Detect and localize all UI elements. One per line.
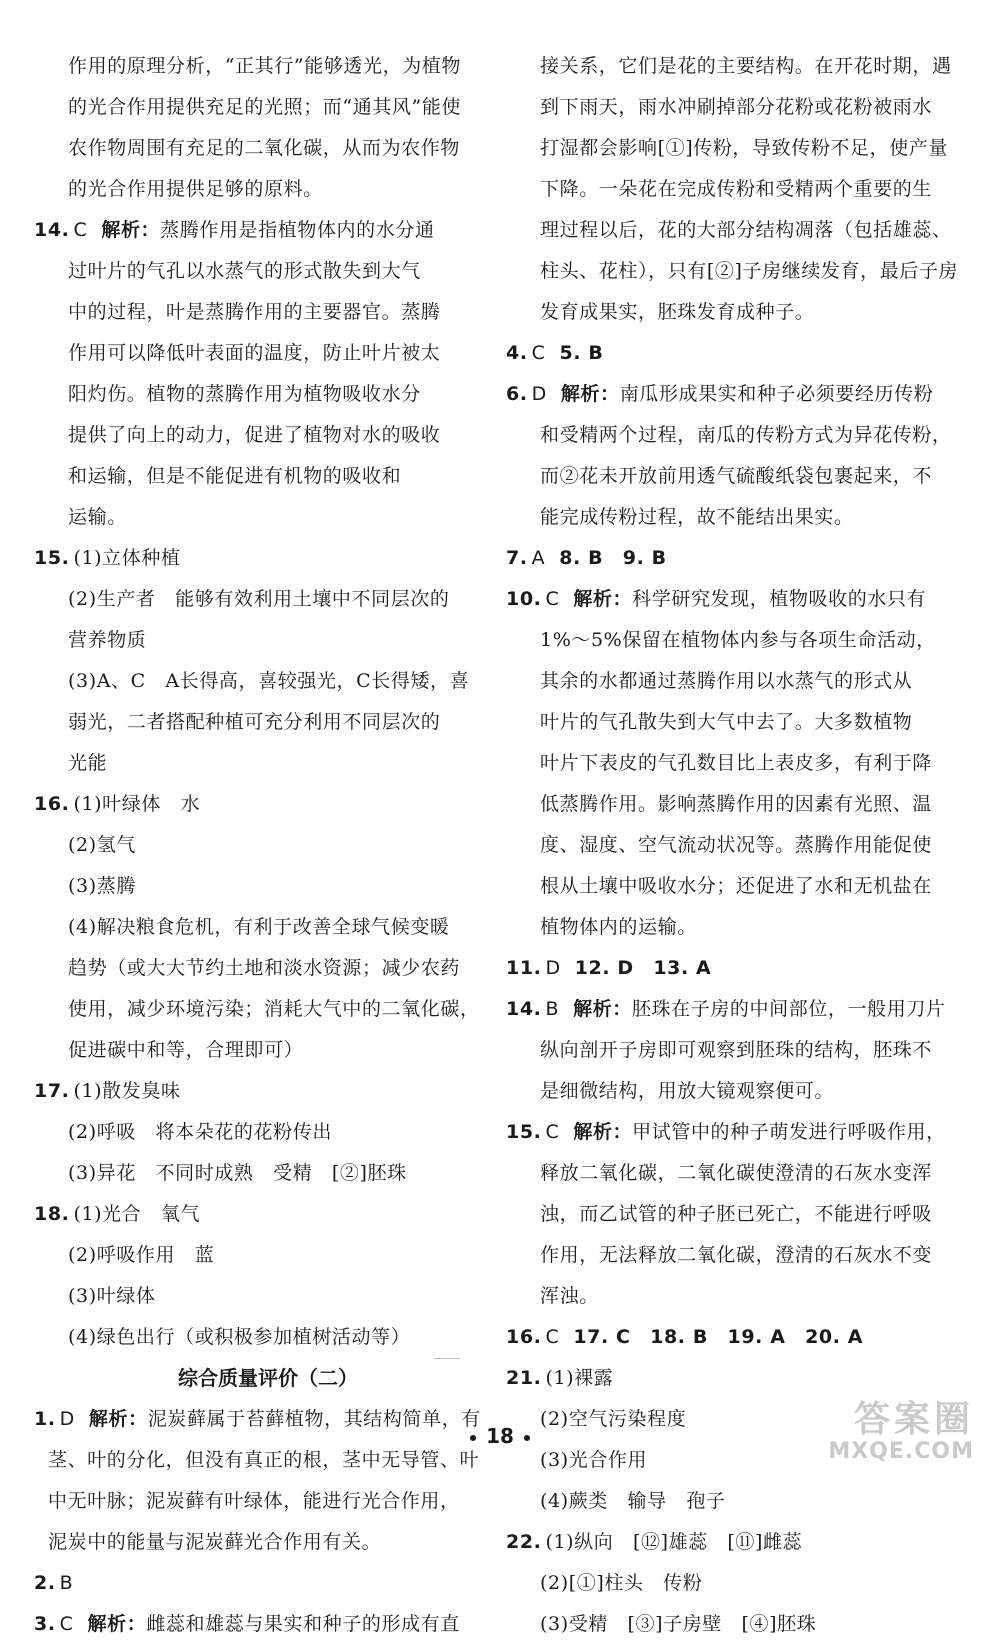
question-number: 14. bbox=[506, 998, 542, 1020]
answer-line bbox=[506, 87, 966, 128]
answer-text: (3)蒸腾 bbox=[68, 875, 136, 897]
answer-group: 5. B bbox=[559, 342, 604, 364]
analysis-label: 解析： bbox=[560, 383, 620, 405]
question-number: 1. bbox=[34, 1408, 56, 1430]
answer-line bbox=[506, 128, 966, 169]
bullet-icon bbox=[524, 1435, 530, 1441]
answer-line bbox=[506, 1030, 966, 1071]
question-number: 11. bbox=[506, 957, 542, 979]
analysis-label: 解析： bbox=[573, 1121, 633, 1143]
answer-line bbox=[34, 333, 472, 374]
answer-text: 促进碳中和等，合理即可） bbox=[68, 1039, 304, 1061]
answer-choice: C bbox=[545, 1326, 560, 1348]
answer-text: (1)纵向 [⑫]雄蕊 [⑪]雌蕊 bbox=[545, 1531, 803, 1553]
answer-line bbox=[506, 1317, 966, 1358]
answer-text: 作用，无法释放二氧化碳，澄清的石灰水不变 bbox=[540, 1244, 933, 1266]
watermark-text-top: 答案圈 bbox=[853, 1399, 974, 1440]
answer-line bbox=[34, 948, 472, 989]
answer-line bbox=[34, 1604, 472, 1645]
answer-text: 浑浊。 bbox=[540, 1285, 599, 1307]
answer-text: (1)叶绿体 水 bbox=[73, 793, 201, 815]
answer-line bbox=[34, 1071, 472, 1112]
answer-line bbox=[506, 907, 966, 948]
answer-text: (3)光合作用 bbox=[540, 1449, 648, 1471]
answer-line bbox=[34, 784, 472, 825]
answer-line bbox=[506, 1235, 966, 1276]
answer-line bbox=[34, 1563, 472, 1604]
answer-text: 中的过程，叶是蒸腾作用的主要器官。蒸腾 bbox=[68, 301, 441, 323]
answer-text: 打湿都会影响[①]传粉，导致传粉不足，使产量 bbox=[540, 137, 949, 159]
answer-text: (1)立体种植 bbox=[73, 547, 181, 569]
bullet-icon bbox=[470, 1435, 476, 1441]
question-number: 16. bbox=[506, 1326, 542, 1348]
answer-line bbox=[34, 907, 472, 948]
answer-text: 甲试管中的种子萌发进行呼吸作用， bbox=[632, 1121, 946, 1143]
question-number: 14. bbox=[34, 219, 70, 241]
divider-dash bbox=[434, 1358, 460, 1359]
answer-choice: C bbox=[59, 1613, 74, 1635]
answer-text: 1%～5%保留在植物体内参与各项生命活动， bbox=[540, 629, 936, 651]
answer-line bbox=[506, 743, 966, 784]
answer-line bbox=[506, 456, 966, 497]
question-number: 3. bbox=[34, 1613, 56, 1635]
answer-line bbox=[34, 374, 472, 415]
answer-text: 使用，减少环境污染；消耗大气中的二氧化碳， bbox=[68, 998, 480, 1020]
answer-text: 雌蕊和雄蕊与果实和种子的形成有直 bbox=[146, 1613, 460, 1635]
answer-line bbox=[506, 661, 966, 702]
answer-text: (3)受精 [③]子房壁 [④]胚珠 bbox=[540, 1613, 817, 1635]
answer-text: (2)氢气 bbox=[68, 834, 136, 856]
watermark-logo bbox=[794, 1400, 974, 1466]
answer-choice: A bbox=[531, 547, 546, 569]
analysis-label: 解析： bbox=[573, 998, 632, 1020]
answer-line bbox=[506, 415, 966, 456]
answer-text: 光能 bbox=[68, 752, 108, 774]
answer-line bbox=[34, 292, 472, 333]
answer-text: 度、湿度、空气流动状况等。蒸腾作用能促使 bbox=[540, 834, 933, 856]
question-number: 15. bbox=[506, 1121, 542, 1143]
answer-line bbox=[34, 661, 472, 702]
left-column bbox=[34, 46, 481, 1645]
question-number: 22. bbox=[506, 1531, 542, 1553]
answer-line bbox=[34, 1112, 472, 1153]
answer-text: (1)光合 氧气 bbox=[73, 1203, 201, 1225]
answer-line bbox=[34, 1481, 472, 1522]
answer-choice: D bbox=[531, 383, 547, 405]
answer-line bbox=[34, 743, 472, 784]
answer-choice: C bbox=[73, 219, 88, 241]
answer-choice: C bbox=[545, 1121, 560, 1143]
answer-group: 17. C 18. B 19. A 20. A bbox=[573, 1326, 864, 1348]
answer-choice: B bbox=[545, 998, 560, 1020]
question-number: 10. bbox=[506, 588, 542, 610]
answer-line bbox=[34, 456, 472, 497]
answer-choice: D bbox=[59, 1408, 75, 1430]
answer-line bbox=[506, 579, 966, 620]
answer-text: (3)A、C A长得高，喜较强光，C长得矮，喜 bbox=[68, 670, 470, 692]
answer-text: 的光合作用提供充足的光照；而“通其风”能使 bbox=[68, 96, 462, 118]
answer-choice: B bbox=[59, 1572, 74, 1594]
answer-text: 其余的水都通过蒸腾作用以水蒸气的形式从 bbox=[540, 670, 913, 692]
answer-line bbox=[506, 825, 966, 866]
answer-line bbox=[506, 251, 966, 292]
answer-text: 浊，而乙试管的种子胚已死亡，不能进行呼吸 bbox=[540, 1203, 933, 1225]
answer-text: 和运输，但是不能促进有机物的吸收和 bbox=[68, 465, 402, 487]
answer-text: 纵向剖开子房即可观察到胚珠的结构，胚珠不 bbox=[540, 1039, 933, 1061]
answer-text: (2)呼吸作用 蓝 bbox=[68, 1244, 215, 1266]
answer-text: (1)裸露 bbox=[545, 1367, 614, 1389]
answer-line bbox=[34, 251, 472, 292]
answer-text: 植物体内的运输。 bbox=[540, 916, 697, 938]
answer-line bbox=[34, 210, 472, 251]
section-title: 综合质量评价（二） bbox=[178, 1366, 358, 1390]
answer-text: 南瓜形成果实和种子必须要经历传粉 bbox=[619, 383, 934, 405]
answer-text: (1)散发臭味 bbox=[73, 1080, 181, 1102]
answer-text: 胚珠在子房的中间部位，一般用刀片 bbox=[631, 998, 946, 1020]
question-number: 6. bbox=[506, 383, 528, 405]
answer-line bbox=[506, 497, 966, 538]
answer-line bbox=[34, 415, 472, 456]
answer-text: 提供了向上的动力，促进了植物对水的吸收 bbox=[68, 424, 441, 446]
answer-text: 泥炭藓属于苔藓植物，其结构简单，有 bbox=[147, 1408, 481, 1430]
answer-text: (3)叶绿体 bbox=[68, 1285, 156, 1307]
answer-line bbox=[506, 1071, 966, 1112]
answer-group: 8. B 9. B bbox=[559, 547, 667, 569]
answer-text: 趋势（或大大节约土地和淡水资源；减少农药 bbox=[68, 957, 461, 979]
answer-text: 茎、叶的分化，但没有真正的根，茎中无导管、叶 bbox=[48, 1449, 480, 1471]
answer-text: (4)绿色出行（或积极参加植树活动等） bbox=[68, 1326, 411, 1348]
answer-line bbox=[34, 1030, 472, 1071]
answer-line bbox=[506, 1153, 966, 1194]
answer-text: 科学研究发现，植物吸收的水只有 bbox=[632, 588, 927, 610]
answer-line bbox=[34, 128, 472, 169]
answer-text: (3)异花 不同时成熟 受精 [②]胚珠 bbox=[68, 1162, 407, 1184]
answer-text: (2)[①]柱头 传粉 bbox=[540, 1572, 703, 1594]
answer-text: 释放二氧化碳，二氧化碳使澄清的石灰水变浑 bbox=[540, 1162, 933, 1184]
answer-text: 到下雨天，雨水冲刷掉部分花粉或花粉被雨水 bbox=[540, 96, 933, 118]
answer-line bbox=[506, 210, 966, 251]
answer-line bbox=[506, 1276, 966, 1317]
answer-line bbox=[506, 1481, 966, 1522]
answer-line bbox=[34, 989, 480, 1030]
answer-line bbox=[34, 579, 472, 620]
answer-line bbox=[34, 1317, 472, 1358]
answer-text: 作用的原理分析，“正其行”能够透光，为植物 bbox=[68, 55, 462, 77]
answer-line bbox=[506, 784, 966, 825]
answer-choice: C bbox=[545, 588, 560, 610]
analysis-label: 解析： bbox=[573, 588, 633, 610]
answer-text: 下降。一朵花在完成传粉和受精两个重要的生 bbox=[540, 178, 933, 200]
answer-line bbox=[34, 46, 472, 87]
answer-line bbox=[506, 702, 966, 743]
answer-text: 根从土壤中吸收水分；还促进了水和无机盐在 bbox=[540, 875, 933, 897]
page-number: 18 bbox=[486, 1424, 514, 1448]
answer-line bbox=[34, 497, 472, 538]
answer-line bbox=[506, 1358, 966, 1399]
answer-line bbox=[506, 169, 966, 210]
answer-text: 的光合作用提供足够的原料。 bbox=[68, 178, 323, 200]
analysis-label: 解析： bbox=[87, 1613, 147, 1635]
question-number: 17. bbox=[34, 1080, 70, 1102]
answer-line bbox=[34, 825, 472, 866]
answer-choice: D bbox=[545, 957, 561, 979]
answer-text: 而②花未开放前用透气硫酸纸袋包裹起来，不 bbox=[540, 465, 933, 487]
answer-text: 农作物周围有充足的二氧化碳，从而为农作物 bbox=[68, 137, 461, 159]
question-number: 15. bbox=[34, 547, 70, 569]
analysis-label: 解析： bbox=[101, 219, 161, 241]
question-number: 18. bbox=[34, 1203, 70, 1225]
answer-line bbox=[34, 538, 472, 579]
answer-line bbox=[506, 46, 966, 87]
answer-line bbox=[506, 1522, 966, 1563]
answer-line bbox=[506, 333, 966, 374]
answer-line bbox=[506, 538, 966, 579]
answer-text: 接关系，它们是花的主要结构。在开花时期，遇 bbox=[540, 55, 952, 77]
answer-line bbox=[506, 948, 966, 989]
answer-text: 运输。 bbox=[68, 506, 127, 528]
answer-line bbox=[34, 87, 472, 128]
answer-line bbox=[506, 620, 966, 661]
answer-text: 叶片的气孔散失到大气中去了。大多数植物 bbox=[540, 711, 913, 733]
answer-text: (2)生产者 能够有效利用土壤中不同层次的 bbox=[68, 588, 450, 610]
answer-text: 营养物质 bbox=[68, 629, 147, 651]
question-number: 7. bbox=[506, 547, 528, 569]
answer-text: 柱头、花柱），只有[②]子房继续发育，最后子房 bbox=[540, 260, 959, 282]
analysis-label: 解析： bbox=[88, 1408, 148, 1430]
watermark-text-bottom: MXQE.COM bbox=[828, 1439, 974, 1464]
answer-text: (4)蕨类 输导 孢子 bbox=[540, 1490, 726, 1512]
answer-line bbox=[34, 1153, 472, 1194]
answer-text: 弱光，二者搭配种植可充分利用不同层次的 bbox=[68, 711, 441, 733]
answer-line bbox=[506, 1194, 966, 1235]
answer-text: 蒸腾作用是指植物体内的水分通 bbox=[160, 219, 435, 241]
answer-line bbox=[506, 1112, 966, 1153]
answer-line bbox=[34, 702, 472, 743]
answer-text: 阳灼伤。植物的蒸腾作用为植物吸收水分 bbox=[68, 383, 421, 405]
answer-text: (2)空气污染程度 bbox=[540, 1408, 687, 1430]
answer-line bbox=[34, 866, 472, 907]
answer-line bbox=[506, 1604, 966, 1645]
answer-line bbox=[34, 1235, 472, 1276]
question-number: 21. bbox=[506, 1367, 542, 1389]
answer-text: (4)解决粮食危机，有利于改善全球气候变暖 bbox=[68, 916, 450, 938]
answer-line bbox=[34, 1194, 472, 1235]
answer-line bbox=[506, 866, 966, 907]
answer-text: 和受精两个过程，南瓜的传粉方式为异花传粉， bbox=[540, 424, 952, 446]
answer-text: 理过程以后，花的大部分结构凋落（包括雄蕊、 bbox=[540, 219, 952, 241]
answer-line bbox=[506, 292, 966, 333]
answer-group: 12. D 13. A bbox=[574, 957, 712, 979]
answer-line bbox=[506, 1563, 966, 1604]
answer-line bbox=[34, 1522, 472, 1563]
answer-text: 过叶片的气孔以水蒸气的形式散失到大气 bbox=[68, 260, 421, 282]
question-number: 4. bbox=[506, 342, 528, 364]
answer-line bbox=[34, 1276, 472, 1317]
answer-text: 低蒸腾作用。影响蒸腾作用的因素有光照、温 bbox=[540, 793, 933, 815]
answer-text: 作用可以降低叶表面的温度，防止叶片被太 bbox=[68, 342, 441, 364]
answer-text: 能完成传粉过程，故不能结出果实。 bbox=[540, 506, 854, 528]
answer-choice: C bbox=[531, 342, 546, 364]
answer-text: 叶片下表皮的气孔数目比上表皮多，有利于降 bbox=[540, 752, 933, 774]
question-number: 2. bbox=[34, 1572, 56, 1594]
answer-line bbox=[506, 374, 966, 415]
answer-text: 泥炭中的能量与泥炭藓光合作用有关。 bbox=[48, 1531, 382, 1553]
answer-line bbox=[34, 620, 472, 661]
answer-text: 中无叶脉；泥炭藓有叶绿体，能进行光合作用， bbox=[48, 1490, 460, 1512]
question-number: 16. bbox=[34, 793, 70, 815]
answer-text: 发育成果实，胚珠发育成种子。 bbox=[540, 301, 815, 323]
answer-text: (2)呼吸 将本朵花的花粉传出 bbox=[68, 1121, 332, 1143]
answer-line bbox=[506, 989, 966, 1030]
answer-text: 是细微结构，用放大镜观察便可。 bbox=[540, 1080, 835, 1102]
answer-line bbox=[34, 169, 472, 210]
